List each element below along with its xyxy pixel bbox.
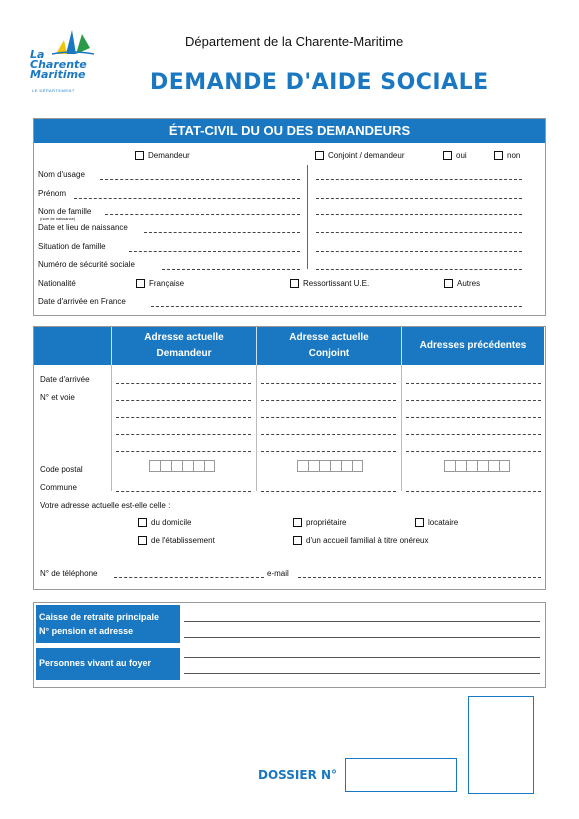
body-divider-1 xyxy=(111,365,112,491)
prenom-label: Prénom xyxy=(38,189,67,198)
body-divider-3 xyxy=(401,365,402,491)
nom-usage-demandeur-field[interactable] xyxy=(100,179,300,180)
situation-conjoint-field[interactable] xyxy=(316,251,522,252)
situation-label: Situation de famille xyxy=(38,242,106,251)
logo-wordmark xyxy=(30,50,87,80)
demandeur-label: Demandeur xyxy=(148,151,190,160)
nom-famille-note: (nom de naissance) xyxy=(40,216,76,221)
etat-civil-section xyxy=(33,118,546,316)
precedente-voie-field-1[interactable] xyxy=(406,400,541,401)
locataire-option[interactable] xyxy=(415,518,458,527)
personnes-foyer-label: Personnes vivant au foyer xyxy=(36,648,180,680)
precedente-date-field[interactable] xyxy=(406,383,541,384)
nom-usage-conjoint-field[interactable] xyxy=(316,179,522,180)
secu-label: Numéro de sécurité sociale xyxy=(38,260,135,269)
nom-famille-conjoint-field[interactable] xyxy=(316,214,522,215)
conjoint-voie-field-3[interactable] xyxy=(261,434,396,435)
conjoint-code-postal[interactable] xyxy=(297,460,363,472)
demandeur-date-field[interactable] xyxy=(116,383,251,384)
col-demandeur-line1: Adresse actuelle xyxy=(144,332,224,343)
no-voie-label: N° et voie xyxy=(40,393,75,402)
etablissement-label: de l'établissement xyxy=(151,536,215,545)
nom-famille-label: Nom de famille xyxy=(38,207,92,216)
date-lieu-demandeur-field[interactable] xyxy=(144,232,300,233)
francaise-checkbox[interactable] xyxy=(136,279,145,288)
accueil-option[interactable] xyxy=(293,536,428,545)
precedente-voie-field-4[interactable] xyxy=(406,451,541,452)
francaise-label: Française xyxy=(149,279,185,288)
autres-checkbox[interactable] xyxy=(444,279,453,288)
autres-label: Autres xyxy=(457,279,481,288)
proprietaire-option[interactable] xyxy=(293,518,346,527)
dossier-number-field[interactable] xyxy=(345,758,457,792)
date-lieu-conjoint-field[interactable] xyxy=(316,232,522,233)
ressortissant-label: Ressortissant U.E. xyxy=(303,279,370,288)
conjoint-voie-field-2[interactable] xyxy=(261,417,396,418)
accueil-checkbox[interactable] xyxy=(293,536,302,545)
department-name: Département de la Charente-Maritime xyxy=(185,34,404,49)
situation-demandeur-field[interactable] xyxy=(129,251,300,252)
oui-option[interactable] xyxy=(443,151,467,160)
col-demandeur-line2: Demandeur xyxy=(156,348,212,359)
precedente-code-postal[interactable] xyxy=(444,460,510,472)
photo-box[interactable] xyxy=(468,696,534,794)
demandeur-option[interactable] xyxy=(135,151,190,160)
prenom-conjoint-field[interactable] xyxy=(316,198,522,199)
col-conjoint-header xyxy=(257,330,401,362)
nom-famille-demandeur-field[interactable] xyxy=(105,214,300,215)
non-checkbox[interactable] xyxy=(494,151,503,160)
demandeur-voie-field-1[interactable] xyxy=(116,400,251,401)
etablissement-option[interactable] xyxy=(138,536,215,545)
conjoint-voie-field-1[interactable] xyxy=(261,400,396,401)
secu-conjoint-field[interactable] xyxy=(316,269,522,270)
caisse-line2: N° pension et adresse xyxy=(39,626,134,636)
etat-civil-title: ÉTAT-CIVIL DU OU DES DEMANDEURS xyxy=(34,119,545,143)
date-arrivee-france-field[interactable] xyxy=(151,306,522,307)
col-precedentes-header: Adresses précédentes xyxy=(419,340,527,351)
demandeur-voie-field-2[interactable] xyxy=(116,417,251,418)
logo-line1: La xyxy=(30,48,45,61)
demandeur-checkbox[interactable] xyxy=(135,151,144,160)
non-option[interactable] xyxy=(494,151,520,160)
adresse-question: Votre adresse actuelle est-elle celle : xyxy=(40,501,171,510)
nom-usage-label: Nom d'usage xyxy=(38,170,85,179)
retraite-section xyxy=(33,602,546,688)
date-arrivee-france-label: Date d'arrivée en France xyxy=(38,297,126,306)
autres-option[interactable] xyxy=(444,279,480,288)
commune-label: Commune xyxy=(40,483,77,492)
caisse-retraite-label xyxy=(36,605,180,643)
conjoint-date-field[interactable] xyxy=(261,383,396,384)
adresses-section xyxy=(33,326,546,590)
telephone-label: N° de téléphone xyxy=(40,569,98,578)
logo-subtitle: LE DÉPARTEMENT xyxy=(32,88,75,93)
proprietaire-checkbox[interactable] xyxy=(293,518,302,527)
oui-label: oui xyxy=(456,151,467,160)
logo-line2: Charente xyxy=(30,58,87,71)
non-label: non xyxy=(507,151,521,160)
date-arrivee-label: Date d'arrivée xyxy=(40,375,90,384)
demandeur-voie-field-4[interactable] xyxy=(116,451,251,452)
precedente-voie-field-2[interactable] xyxy=(406,417,541,418)
conjoint-voie-field-4[interactable] xyxy=(261,451,396,452)
logo-line3: Maritime xyxy=(30,68,86,81)
precedente-voie-field-3[interactable] xyxy=(406,434,541,435)
oui-checkbox[interactable] xyxy=(443,151,452,160)
column-divider xyxy=(307,165,308,269)
locataire-label: locataire xyxy=(428,518,459,527)
telephone-field[interactable] xyxy=(114,577,264,578)
dossier-label: DOSSIER N° xyxy=(258,768,338,782)
email-field[interactable] xyxy=(298,577,541,578)
conjoint-option[interactable] xyxy=(315,151,405,160)
body-divider-2 xyxy=(256,365,257,491)
caisse-field-1[interactable] xyxy=(184,621,540,622)
domicile-label: du domicile xyxy=(151,518,192,527)
personnes-field-1[interactable] xyxy=(184,657,540,658)
domicile-option[interactable] xyxy=(138,518,191,527)
ressortissant-option[interactable] xyxy=(290,279,369,288)
demandeur-voie-field-3[interactable] xyxy=(116,434,251,435)
form-title: DEMANDE D'AIDE SOCIALE xyxy=(150,70,489,95)
personnes-field-2[interactable] xyxy=(184,673,540,674)
caisse-field-2[interactable] xyxy=(184,637,540,638)
accueil-label: d'un accueil familial à titre onéreux xyxy=(306,536,429,545)
locataire-checkbox[interactable] xyxy=(415,518,424,527)
conjoint-commune-field[interactable] xyxy=(261,491,396,492)
domicile-checkbox[interactable] xyxy=(138,518,147,527)
col-demandeur-header xyxy=(112,330,256,362)
ressortissant-checkbox[interactable] xyxy=(290,279,299,288)
caisse-line1: Caisse de retraite principale xyxy=(39,612,160,622)
col-conjoint-line1: Adresse actuelle xyxy=(289,332,369,343)
secu-demandeur-field[interactable] xyxy=(162,269,300,270)
nationalite-label: Nationalité xyxy=(38,279,76,288)
code-postal-label: Code postal xyxy=(40,465,83,474)
prenom-demandeur-field[interactable] xyxy=(74,198,300,199)
col-conjoint-line2: Conjoint xyxy=(308,348,350,359)
conjoint-label: Conjoint / demandeur xyxy=(328,151,405,160)
department-logo xyxy=(30,28,100,98)
demandeur-code-postal[interactable] xyxy=(149,460,215,472)
precedente-commune-field[interactable] xyxy=(406,491,541,492)
date-lieu-label: Date et lieu de naissance xyxy=(38,223,128,232)
francaise-option[interactable] xyxy=(136,279,184,288)
demandeur-commune-field[interactable] xyxy=(116,491,251,492)
proprietaire-label: propriétaire xyxy=(306,518,347,527)
etablissement-checkbox[interactable] xyxy=(138,536,147,545)
email-label: e-mail xyxy=(267,569,289,578)
conjoint-checkbox[interactable] xyxy=(315,151,324,160)
